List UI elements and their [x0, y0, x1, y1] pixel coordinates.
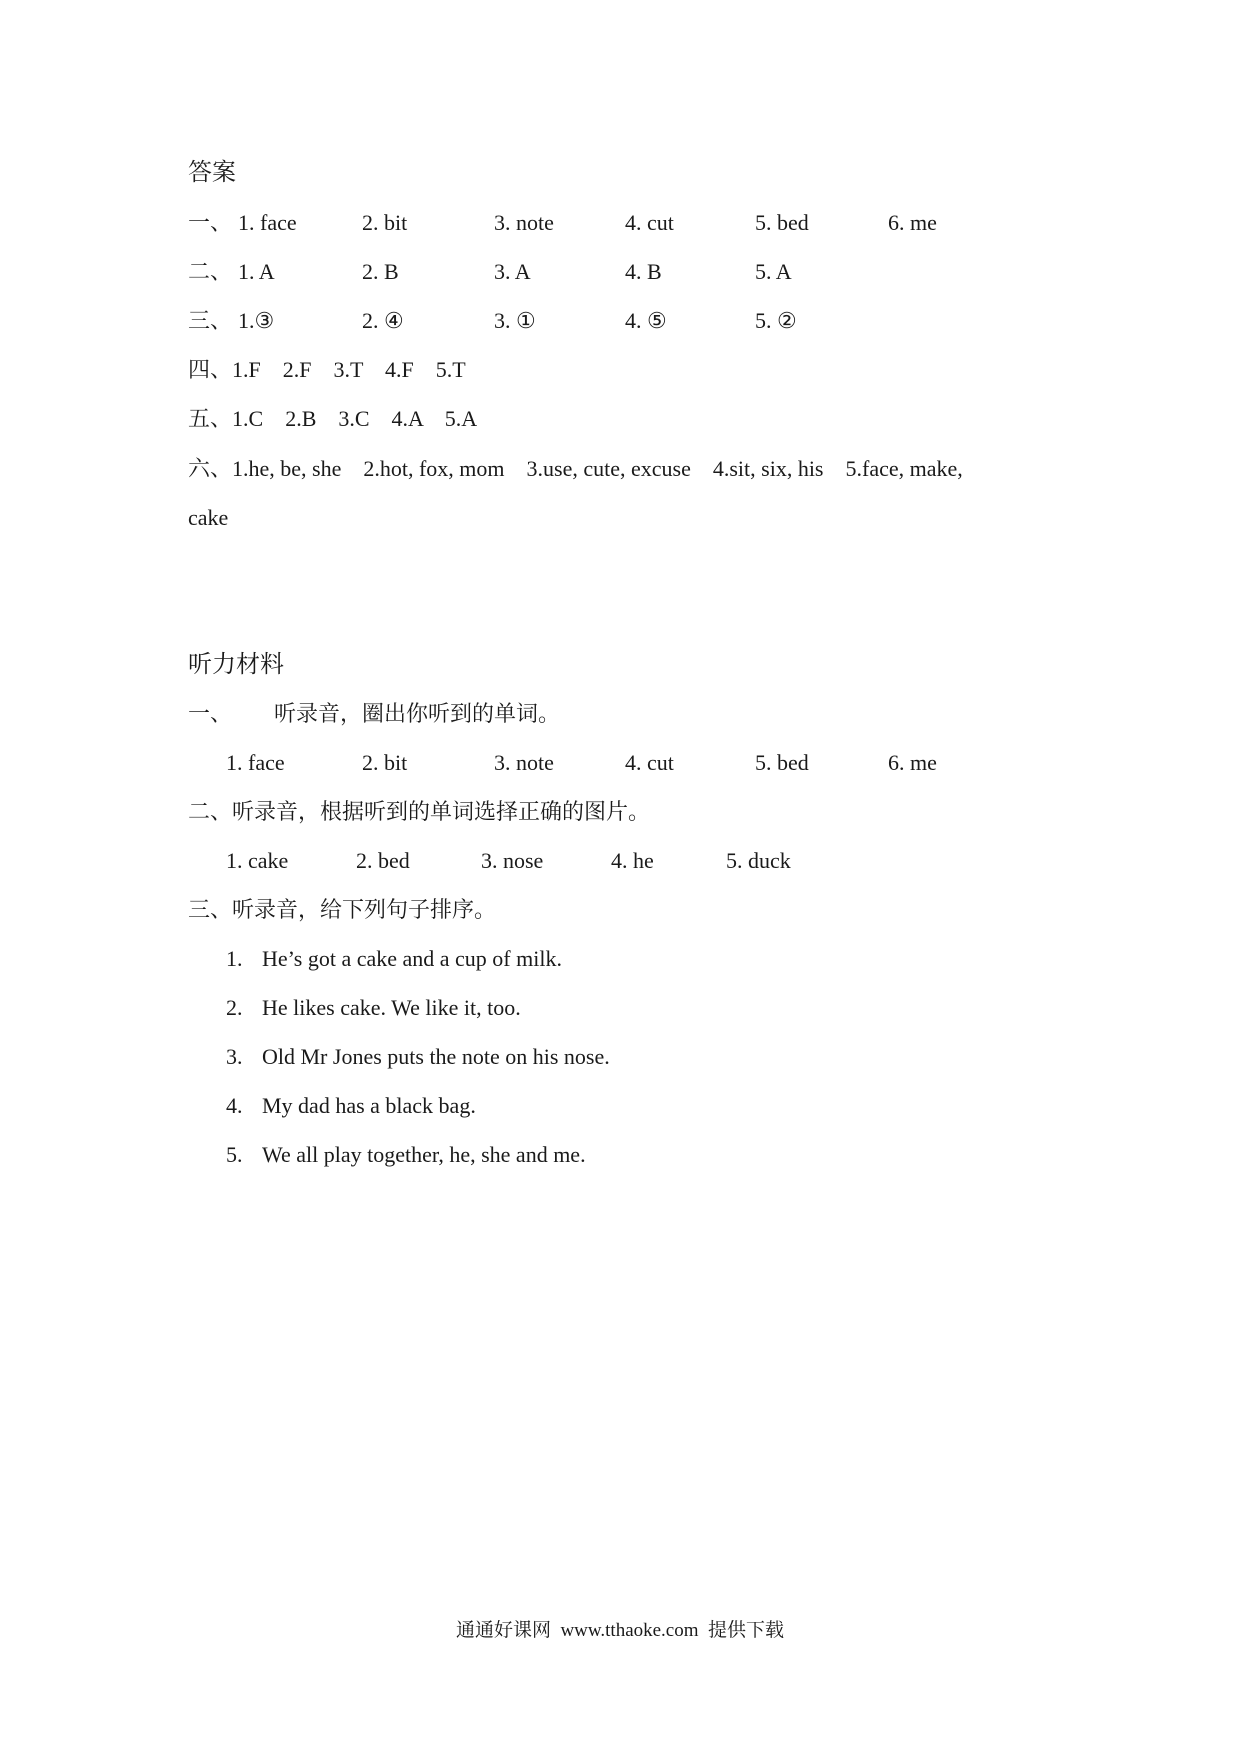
answers-title: 答案: [188, 160, 236, 186]
answer-item: 6. me: [888, 210, 937, 235]
answers-row-5: [188, 404, 477, 434]
answer-item: 3. A: [494, 259, 531, 284]
word-item: 4. he: [611, 848, 654, 873]
sentence-text: He’s got a cake and a cup of milk.: [262, 946, 562, 971]
sentence-text: My dad has a black bag.: [262, 1093, 476, 1118]
word-item: 5. bed: [755, 750, 809, 775]
answer-item: 4. cut: [625, 210, 674, 235]
answer-item: 3. note: [494, 210, 554, 235]
word-item: 5. duck: [726, 848, 791, 873]
word-item: 3. note: [494, 750, 554, 775]
row-prefix: 一、: [188, 210, 233, 235]
listening-q2-instruction: 二、听录音，根据听到的单词选择正确的图片。: [188, 799, 651, 824]
sentence-item: [188, 993, 888, 1023]
word-item: 3. nose: [481, 848, 544, 873]
listening-q1-instruction: [188, 699, 788, 729]
answers-row-6: [188, 454, 963, 484]
sentence-number: 3.: [226, 1044, 243, 1069]
answers-row-6-continuation: cake: [188, 505, 229, 530]
answer-text: 1.F 2.F 3.T 4.F 5.T: [232, 357, 466, 382]
answer-item: 2. B: [362, 259, 399, 284]
sentence-text: Old Mr Jones puts the note on his nose.: [262, 1044, 610, 1069]
row-prefix: 二、: [188, 259, 233, 284]
sentence-item: [188, 944, 888, 974]
word-item: 1. face: [226, 750, 285, 775]
sentence-number: 1.: [226, 946, 243, 971]
row-prefix: 三、: [188, 308, 233, 333]
answer-item: 1. A: [238, 259, 275, 284]
sentence-number: 2.: [226, 995, 243, 1020]
sentence-item: [188, 1091, 888, 1121]
sentence-item: [188, 1140, 888, 1170]
sentence-text: He likes cake. We like it, too.: [262, 995, 521, 1020]
word-item: 2. bed: [356, 848, 410, 873]
sentence-text: We all play together, he, she and me.: [262, 1142, 586, 1167]
word-item: 4. cut: [625, 750, 674, 775]
listening-title: 听力材料: [188, 652, 284, 678]
answer-text: 1.C 2.B 3.C 4.A 5.A: [232, 406, 478, 431]
answer-text: 1.he, be, she 2.hot, fox, mom 3.use, cute, excuse 4.sit, six, his 5.face, make,: [232, 456, 963, 481]
answers-row-2: [188, 257, 988, 287]
answers-row-1: [188, 208, 988, 238]
answer-item: 5. ②: [755, 308, 797, 333]
answer-item: 4. ⑤: [625, 308, 667, 333]
word-item: 1. cake: [226, 848, 289, 873]
answer-item: 1.③: [238, 308, 275, 333]
answers-row-4: [188, 355, 466, 385]
answer-item: 2. bit: [362, 210, 408, 235]
answer-item: 5. A: [755, 259, 792, 284]
sentence-number: 5.: [226, 1142, 243, 1167]
row-prefix: 一、: [188, 701, 233, 726]
answer-item: 2. ④: [362, 308, 404, 333]
answer-item: 3. ①: [494, 308, 536, 333]
row-prefix: 六、: [188, 456, 233, 481]
sentence-item: [188, 1042, 888, 1072]
word-item: 6. me: [888, 750, 937, 775]
listening-q3-instruction: 三、听录音，给下列句子排序。: [188, 897, 497, 922]
answer-item: 5. bed: [755, 210, 809, 235]
answer-item: 1. face: [238, 210, 297, 235]
word-item: 2. bit: [362, 750, 408, 775]
listening-q2-items: [188, 846, 988, 876]
answers-row-3: [188, 306, 988, 336]
listening-q1-items: [188, 748, 988, 778]
row-prefix: 四、: [188, 357, 233, 382]
footer-text: 通通好课网 www.tthaoke.com 提供下载: [455, 1620, 785, 1641]
sentence-number: 4.: [226, 1093, 243, 1118]
instruction-text: 听录音，圈出你听到的单词。: [274, 701, 561, 726]
answer-item: 4. B: [625, 259, 662, 284]
row-prefix: 五、: [188, 406, 233, 431]
